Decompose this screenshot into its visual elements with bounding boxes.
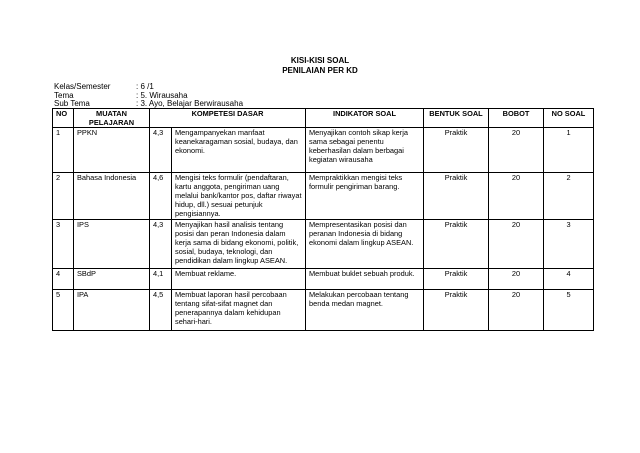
cell-bobot: 20 [489,220,544,269]
cell-no-soal: 3 [544,220,594,269]
meta-value: : 6 /1 [136,82,154,91]
cell-no: 4 [53,269,74,290]
meta-value: : 3. Ayo, Belajar Berwirausaha [136,99,244,108]
cell-kd-number: 4,6 [150,173,172,220]
table-row [53,290,594,331]
cell-no-soal: 2 [544,173,594,220]
table-row [53,173,594,220]
cell-bentuk: Praktik [424,220,489,269]
cell-muatan: IPS [74,220,150,269]
meta-value: : 5. Wirausaha [136,91,188,100]
cell-bentuk: Praktik [424,269,489,290]
header-muatan: MUATAN PELAJARAN [74,109,150,128]
meta-label: Sub Tema [54,99,90,108]
meta-label: Kelas/Semester [54,82,111,91]
cell-kd-number: 4,5 [150,290,172,331]
cell-kompetensi: Membuat laporan hasil percobaan tentang sifat-sifat magnet dan penerapannya dalam kehidupan sehari-hari. [172,290,306,331]
cell-bentuk: Praktik [424,128,489,173]
document-subtitle: PENILAIAN PER KD [282,66,358,75]
table-row [53,269,594,290]
cell-no-soal: 4 [544,269,594,290]
cell-bentuk: Praktik [424,173,489,220]
cell-muatan: PPKN [74,128,150,173]
cell-no: 5 [53,290,74,331]
cell-bentuk: Praktik [424,290,489,331]
cell-indikator: Membuat buklet sebuah produk. [306,269,424,290]
cell-kd-number: 4,3 [150,220,172,269]
cell-kompetensi: Mengisi teks formulir (pendaftaran, kartu anggota, pengiriman uang melalui bank/kantor pos, daftar riwayat hidup, dll.) sesuai petunjuk pengisiannya. [172,173,306,220]
cell-bobot: 20 [489,269,544,290]
cell-indikator: Menyajikan contoh sikap kerja sama sebagai penentu keberhasilan dalam berbagai kegiatan wirausaha [306,128,424,173]
header-indikator: INDIKATOR SOAL [306,109,424,128]
meta-sub-tema [54,99,243,108]
cell-no: 1 [53,128,74,173]
kisi-kisi-table [52,108,594,331]
table-header-row [53,109,594,128]
header-kompetensi: KOMPETESI DASAR [150,109,306,128]
cell-bobot: 20 [489,128,544,173]
cell-no-soal: 5 [544,290,594,331]
table-row [53,128,594,173]
header-bentuk: BENTUK SOAL [424,109,489,128]
cell-bobot: 20 [489,290,544,331]
cell-no: 2 [53,173,74,220]
cell-muatan: SBdP [74,269,150,290]
cell-kd-number: 4,1 [150,269,172,290]
meta-label: Tema [54,91,74,100]
cell-no-soal: 1 [544,128,594,173]
cell-kompetensi: Membuat reklame. [172,269,306,290]
table-row [53,220,594,269]
cell-muatan: IPA [74,290,150,331]
header-no-soal: NO SOAL [544,109,594,128]
cell-indikator: Mempresentasikan posisi dan peranan Indonesia di bidang ekonomi dalam lingkup ASEAN. [306,220,424,269]
meta-kelas-semester [54,82,154,91]
cell-indikator: Melakukan percobaan tentang benda medan magnet. [306,290,424,331]
cell-indikator: Mempraktikkan mengisi teks formulir pengiriman barang. [306,173,424,220]
cell-kd-number: 4,3 [150,128,172,173]
header-no: NO [53,109,74,128]
cell-kompetensi: Mengampanyekan manfaat keanekaragaman sosial, budaya, dan ekonomi. [172,128,306,173]
cell-no: 3 [53,220,74,269]
document-title: KISI-KISI SOAL [290,56,350,65]
cell-muatan: Bahasa Indonesia [74,173,150,220]
cell-bobot: 20 [489,173,544,220]
header-bobot: BOBOT [489,109,544,128]
cell-kompetensi: Menyajikan hasil analisis tentang posisi dan peran Indonesia dalam kerja sama di bidang ekonomi, politik, sosial, budaya, teknologi, dan pendidikan dalam lingkup ASEAN. [172,220,306,269]
